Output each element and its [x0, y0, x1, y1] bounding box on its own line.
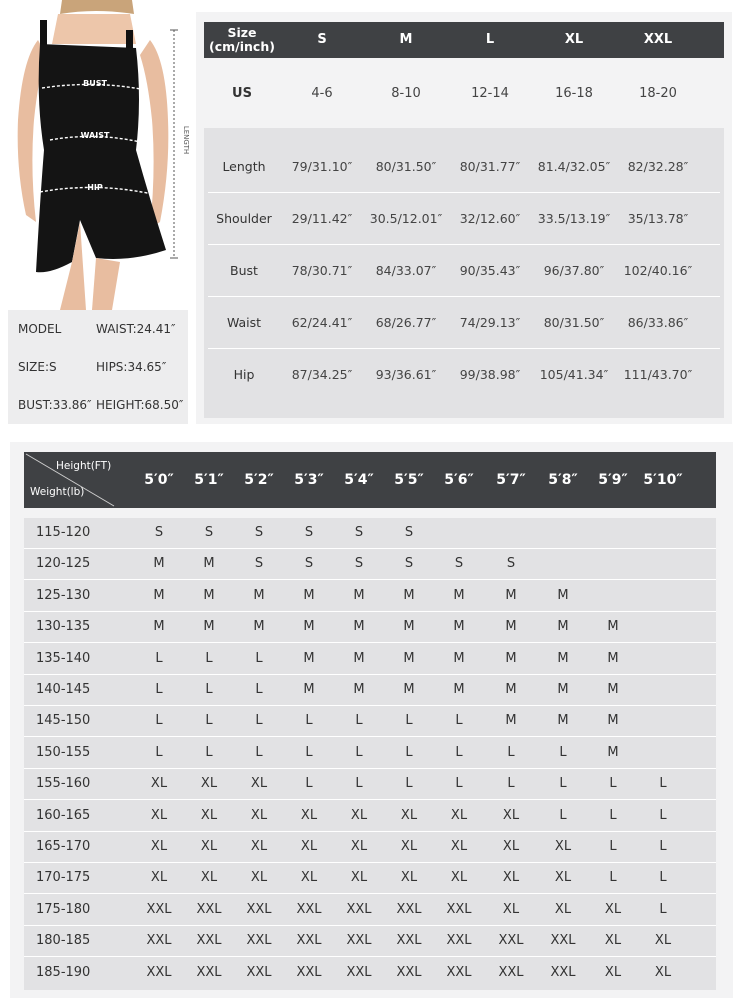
size-recommendation-cell: XL: [250, 839, 268, 854]
size-recommendation-cell: S: [254, 556, 264, 572]
measurement-value: 82/32.28″: [627, 159, 689, 174]
size-chart-header: [204, 22, 724, 58]
size-recommendation-cell: XL: [300, 807, 318, 823]
measurement-value: 102/40.16″: [623, 263, 693, 278]
size-recommendation-cell: S: [304, 525, 314, 540]
size-recommendation-cell: L: [355, 744, 363, 760]
weight-range: 170-175: [36, 870, 91, 886]
measurement-value: 32/12.60″: [459, 211, 521, 226]
size-recommendation-cell: XL: [150, 776, 168, 792]
model-illustration: [0, 0, 190, 310]
size-recommendation-cell: XL: [604, 901, 622, 917]
measurement-value: 78/30.71″: [291, 263, 353, 278]
size-recommendation-cell: S: [454, 556, 464, 572]
size-recommendation-cell: XXL: [246, 901, 272, 917]
measurement-value: 30.5/12.01″: [369, 211, 443, 226]
size-recommendation-cell: XL: [300, 870, 318, 886]
size-recommendation-cell: L: [305, 744, 313, 760]
height-axis-label: Height(FT): [56, 460, 112, 472]
measurement-label: Shoulder: [216, 211, 272, 226]
size-recommendation-cell: [638, 581, 688, 611]
size-recommendation-cell: S: [506, 556, 516, 572]
model-info-panel: [8, 310, 188, 424]
measurement-value: 79/31.10″: [291, 159, 353, 174]
weight-row: [24, 895, 716, 926]
measurement-value: 80/31.77″: [459, 159, 521, 174]
chest-shape: [52, 14, 136, 44]
size-recommendation-cell: XL: [450, 870, 468, 886]
size-recommendation-cell: XL: [400, 839, 418, 854]
size-recommendation-cell: L: [155, 744, 163, 760]
size-recommendation-cell: M: [505, 650, 517, 666]
size-recommendation-cell: M: [203, 619, 215, 635]
size-recommendation-cell: L: [255, 744, 263, 760]
size-recommendation-cell: M: [453, 682, 465, 697]
size-recommendation-cell: XL: [654, 933, 672, 949]
weight-range: 180-185: [36, 933, 91, 949]
size-recommendation-cell: XL: [150, 807, 168, 823]
size-recommendation-cell: L: [659, 807, 667, 823]
model-waist: WAIST:24.41″: [96, 322, 176, 336]
size-recommendation-cell: M: [607, 713, 619, 729]
size-recommendation-cell: M: [505, 619, 517, 635]
size-recommendation-cell: XXL: [346, 933, 372, 949]
size-recommendation-cell: [638, 644, 688, 674]
height-weight-grid: [24, 518, 716, 990]
size-recommendation-cell: L: [205, 650, 213, 666]
size-recommendation-cell: L: [405, 776, 413, 792]
size-recommendation-cell: L: [455, 776, 463, 792]
weight-row: [24, 738, 716, 769]
height-header-cell: 5′0″: [144, 472, 174, 488]
size-recommendation-cell: XL: [502, 839, 520, 854]
size-recommendation-cell: M: [557, 619, 569, 635]
measurement-value: 81.4/32.05″: [537, 159, 611, 174]
size-recommendation-cell: [638, 518, 688, 548]
size-recommendation-cell: M: [505, 713, 517, 729]
size-recommendation-cell: XXL: [146, 964, 172, 980]
model-label: MODEL: [18, 322, 62, 336]
measurement-label: Waist: [226, 315, 262, 330]
size-recommendation-cell: L: [609, 839, 617, 854]
size-recommendation-cell: XL: [350, 870, 368, 886]
size-recommendation-cell: XXL: [296, 964, 322, 980]
measurement-value: 99/38.98″: [459, 367, 521, 382]
height-header-cell: 5′5″: [394, 472, 424, 488]
size-recommendation-cell: M: [303, 650, 315, 666]
measurement-value: 74/29.13″: [459, 315, 521, 330]
size-recommendation-cell: [638, 675, 688, 705]
size-recommendation-cell: XL: [654, 964, 672, 980]
size-recommendation-cell: S: [204, 525, 214, 540]
size-recommendation-cell: XL: [250, 807, 268, 823]
size-recommendation-cell: XL: [502, 901, 520, 917]
size-recommendation-cell: XXL: [146, 933, 172, 949]
size-recommendation-cell: XL: [250, 776, 268, 792]
size-recommendation-cell: L: [455, 744, 463, 760]
weight-range: 135-140: [36, 650, 91, 666]
size-recommendation-cell: [638, 706, 688, 736]
us-size-cell: 8-10: [391, 86, 421, 101]
size-recommendation-cell: XL: [300, 839, 318, 854]
measurement-value: 86/33.86″: [627, 315, 689, 330]
size-recommendation-cell: XXL: [146, 901, 172, 917]
size-header-cell: XL: [564, 32, 584, 47]
weight-range: 115-120: [36, 525, 91, 540]
size-recommendation-cell: M: [557, 682, 569, 697]
size-recommendation-cell: M: [453, 587, 465, 603]
size-recommendation-cell: XL: [450, 839, 468, 854]
weight-axis-label: Weight(lb): [30, 486, 85, 498]
size-recommendation-cell: XXL: [346, 901, 372, 917]
size-measurements-table: [204, 128, 724, 418]
hair-shape: [60, 0, 134, 14]
size-recommendation-cell: XL: [350, 839, 368, 854]
size-recommendation-cell: M: [353, 619, 365, 635]
size-recommendation-cell: L: [559, 744, 567, 760]
size-recommendation-cell: XXL: [396, 964, 422, 980]
us-size-cell: 12-14: [471, 86, 509, 101]
size-recommendation-cell: L: [659, 776, 667, 792]
size-recommendation-cell: [588, 518, 638, 548]
size-header-cell: L: [485, 32, 495, 47]
measurement-row: [208, 298, 720, 349]
size-recommendation-cell: M: [153, 587, 165, 603]
measurement-value: 35/13.78″: [627, 211, 689, 226]
size-recommendation-cell: XXL: [550, 964, 576, 980]
size-recommendation-cell: XXL: [196, 901, 222, 917]
size-recommendation-cell: M: [403, 587, 415, 603]
model-height: HEIGHT:68.50″: [96, 398, 184, 412]
weight-range: 175-180: [36, 901, 91, 917]
size-recommendation-cell: L: [455, 713, 463, 729]
size-recommendation-cell: L: [559, 776, 567, 792]
size-recommendation-cell: XL: [604, 964, 622, 980]
size-recommendation-cell: M: [607, 619, 619, 635]
measurement-value: 93/36.61″: [375, 367, 437, 382]
size-recommendation-cell: L: [609, 776, 617, 792]
size-header-line2: (cm/inch): [209, 39, 275, 54]
size-recommendation-cell: L: [659, 870, 667, 886]
size-recommendation-cell: L: [609, 870, 617, 886]
model-size: SIZE:S: [18, 360, 57, 374]
size-recommendation-cell: M: [353, 587, 365, 603]
size-recommendation-cell: L: [205, 744, 213, 760]
measurement-value: 29/11.42″: [291, 211, 353, 226]
size-recommendation-cell: XL: [502, 870, 520, 886]
size-recommendation-cell: M: [303, 682, 315, 697]
size-header-cell: XXL: [643, 32, 673, 47]
size-recommendation-cell: XXL: [396, 933, 422, 949]
size-recommendation-cell: XL: [502, 807, 520, 823]
measurement-row: [208, 350, 720, 400]
weight-row: [24, 612, 716, 643]
weight-range: 150-155: [36, 744, 91, 760]
length-label: LENGTH: [182, 125, 190, 155]
size-recommendation-cell: M: [153, 619, 165, 635]
weight-row: [24, 801, 716, 832]
size-recommendation-cell: XXL: [498, 933, 524, 949]
size-recommendation-cell: M: [153, 556, 165, 572]
measurement-row: [208, 194, 720, 245]
weight-range: 125-130: [36, 587, 91, 603]
us-label: US: [232, 86, 252, 101]
measurement-label: Bust: [230, 263, 258, 278]
size-recommendation-cell: [486, 518, 536, 548]
measurement-value: 33.5/13.19″: [537, 211, 611, 226]
size-recommendation-cell: XXL: [396, 901, 422, 917]
size-recommendation-cell: M: [607, 744, 619, 760]
size-recommendation-cell: L: [507, 776, 515, 792]
size-recommendation-cell: [638, 549, 688, 579]
size-recommendation-cell: M: [607, 650, 619, 666]
height-header-cell: 5′8″: [548, 472, 578, 488]
weight-row: [24, 675, 716, 706]
weight-row: [24, 926, 716, 957]
size-recommendation-cell: XXL: [246, 933, 272, 949]
size-recommendation-cell: S: [404, 556, 414, 572]
size-recommendation-cell: S: [354, 525, 364, 540]
measurement-value: 87/34.25″: [291, 367, 353, 382]
size-recommendation-cell: XXL: [196, 964, 222, 980]
hip-label: HIP: [87, 183, 103, 192]
size-recommendation-cell: L: [659, 901, 667, 917]
measurement-row: [208, 246, 720, 297]
size-recommendation-cell: M: [505, 682, 517, 697]
size-recommendation-cell: M: [557, 587, 569, 603]
size-recommendation-cell: XL: [400, 807, 418, 823]
size-recommendation-cell: M: [203, 587, 215, 603]
height-header-cell: 5′2″: [244, 472, 274, 488]
measurement-value: 62/24.41″: [291, 315, 353, 330]
size-recommendation-cell: [638, 738, 688, 768]
us-size-cell: 4-6: [311, 86, 333, 101]
size-header-cell: S: [317, 32, 327, 47]
size-recommendation-cell: S: [154, 525, 164, 540]
size-unit-header: [204, 22, 280, 58]
size-recommendation-cell: M: [403, 650, 415, 666]
height-header-cell: 5′9″: [598, 472, 628, 488]
size-header-cell: M: [399, 32, 413, 47]
size-recommendation-cell: L: [205, 682, 213, 697]
size-recommendation-cell: L: [305, 776, 313, 792]
size-recommendation-cell: XXL: [296, 901, 322, 917]
size-recommendation-cell: XL: [250, 870, 268, 886]
size-recommendation-cell: XXL: [346, 964, 372, 980]
height-weight-chart: [10, 442, 733, 998]
measurement-label: Hip: [233, 367, 255, 382]
measurement-value: 68/26.77″: [375, 315, 437, 330]
height-header-cell: 5′7″: [496, 472, 526, 488]
size-recommendation-cell: [538, 549, 588, 579]
size-recommendation-cell: XL: [400, 870, 418, 886]
size-recommendation-cell: L: [305, 713, 313, 729]
size-chart: [196, 12, 732, 424]
size-recommendation-cell: M: [557, 650, 569, 666]
size-recommendation-cell: L: [405, 713, 413, 729]
height-header-cell: 5′10″: [643, 472, 683, 488]
size-recommendation-cell: M: [303, 587, 315, 603]
height-header-cell: 5′6″: [444, 472, 474, 488]
measurement-value: 111/43.70″: [623, 367, 693, 382]
height-header-cell: 5′3″: [294, 472, 324, 488]
model-bust: BUST:33.86″: [18, 398, 92, 412]
size-recommendation-cell: M: [253, 619, 265, 635]
size-recommendation-cell: M: [353, 682, 365, 697]
size-recommendation-cell: L: [355, 776, 363, 792]
weight-row: [24, 581, 716, 612]
weight-range: 140-145: [36, 682, 91, 697]
size-recommendation-cell: M: [203, 556, 215, 572]
right-strap: [126, 30, 133, 50]
measurement-value: 105/41.34″: [539, 367, 609, 382]
size-recommendation-cell: L: [155, 650, 163, 666]
size-recommendation-cell: M: [453, 619, 465, 635]
size-recommendation-cell: S: [404, 525, 414, 540]
size-recommendation-cell: [638, 612, 688, 642]
size-recommendation-cell: L: [355, 713, 363, 729]
weight-range: 160-165: [36, 807, 91, 823]
size-recommendation-cell: [588, 581, 638, 611]
height-weight-header: [24, 452, 716, 508]
us-size-row: [204, 74, 724, 114]
size-recommendation-cell: L: [255, 713, 263, 729]
size-recommendation-cell: M: [253, 587, 265, 603]
size-recommendation-cell: [588, 549, 638, 579]
size-recommendation-cell: XL: [450, 807, 468, 823]
weight-row: [24, 518, 716, 549]
weight-row: [24, 863, 716, 894]
size-recommendation-cell: XXL: [446, 901, 472, 917]
size-recommendation-cell: M: [557, 713, 569, 729]
measurement-value: 96/37.80″: [543, 263, 605, 278]
size-recommendation-cell: XL: [200, 870, 218, 886]
waist-label: WAIST: [80, 131, 110, 140]
measurement-row: [208, 142, 720, 193]
weight-range: 155-160: [36, 776, 91, 792]
weight-range: 130-135: [36, 619, 91, 635]
weight-range: 120-125: [36, 556, 91, 572]
size-recommendation-cell: XL: [200, 776, 218, 792]
size-recommendation-cell: XL: [150, 870, 168, 886]
weight-row: [24, 769, 716, 800]
size-recommendation-cell: L: [405, 744, 413, 760]
size-recommendation-cell: M: [607, 682, 619, 697]
size-recommendation-cell: XL: [554, 870, 572, 886]
size-recommendation-cell: S: [304, 556, 314, 572]
size-recommendation-cell: M: [505, 587, 517, 603]
model-photo: [0, 0, 190, 310]
size-recommendation-cell: L: [255, 650, 263, 666]
left-strap: [40, 20, 47, 46]
weight-row: [24, 644, 716, 675]
size-recommendation-cell: M: [353, 650, 365, 666]
leg-shape-right: [92, 258, 120, 310]
measurement-value: 80/31.50″: [543, 315, 605, 330]
size-recommendation-cell: XXL: [246, 964, 272, 980]
size-recommendation-cell: XL: [604, 933, 622, 949]
size-recommendation-cell: L: [507, 744, 515, 760]
size-recommendation-cell: M: [303, 619, 315, 635]
size-recommendation-cell: XXL: [446, 933, 472, 949]
size-recommendation-cell: [538, 518, 588, 548]
us-size-cell: 18-20: [639, 86, 677, 101]
size-recommendation-cell: XL: [150, 839, 168, 854]
weight-row: [24, 958, 716, 988]
size-recommendation-cell: XXL: [196, 933, 222, 949]
weight-row: [24, 549, 716, 580]
size-recommendation-cell: XL: [554, 839, 572, 854]
size-recommendation-cell: M: [403, 682, 415, 697]
measurement-value: 90/35.43″: [459, 263, 521, 278]
size-recommendation-cell: L: [155, 682, 163, 697]
height-header-cell: 5′4″: [344, 472, 374, 488]
size-recommendation-cell: S: [254, 525, 264, 540]
size-recommendation-cell: L: [609, 807, 617, 823]
size-recommendation-cell: XL: [200, 839, 218, 854]
size-recommendation-cell: L: [205, 713, 213, 729]
size-recommendation-cell: XXL: [446, 964, 472, 980]
measurement-label: Length: [222, 159, 266, 174]
size-recommendation-cell: [434, 518, 484, 548]
size-recommendation-cell: S: [354, 556, 364, 572]
size-recommendation-cell: XL: [554, 901, 572, 917]
size-recommendation-cell: L: [155, 713, 163, 729]
size-recommendation-cell: XL: [350, 807, 368, 823]
size-recommendation-cell: XL: [200, 807, 218, 823]
measurement-value: 84/33.07″: [375, 263, 437, 278]
weight-row: [24, 706, 716, 737]
height-header-cell: 5′1″: [194, 472, 224, 488]
bust-label: BUST: [83, 79, 107, 88]
size-recommendation-cell: L: [255, 682, 263, 697]
weight-range: 145-150: [36, 713, 91, 729]
us-size-cell: 16-18: [555, 86, 593, 101]
model-hips: HIPS:34.65″: [96, 360, 167, 374]
weight-row: [24, 832, 716, 863]
size-recommendation-cell: L: [659, 839, 667, 854]
size-recommendation-cell: L: [559, 807, 567, 823]
size-recommendation-cell: M: [453, 650, 465, 666]
size-recommendation-cell: XXL: [550, 933, 576, 949]
size-recommendation-cell: XXL: [498, 964, 524, 980]
size-recommendation-cell: XXL: [296, 933, 322, 949]
measurement-value: 80/31.50″: [375, 159, 437, 174]
size-header-line1: Size: [227, 25, 257, 40]
weight-range: 165-170: [36, 839, 91, 854]
weight-range: 185-190: [36, 964, 91, 980]
size-recommendation-cell: M: [403, 619, 415, 635]
